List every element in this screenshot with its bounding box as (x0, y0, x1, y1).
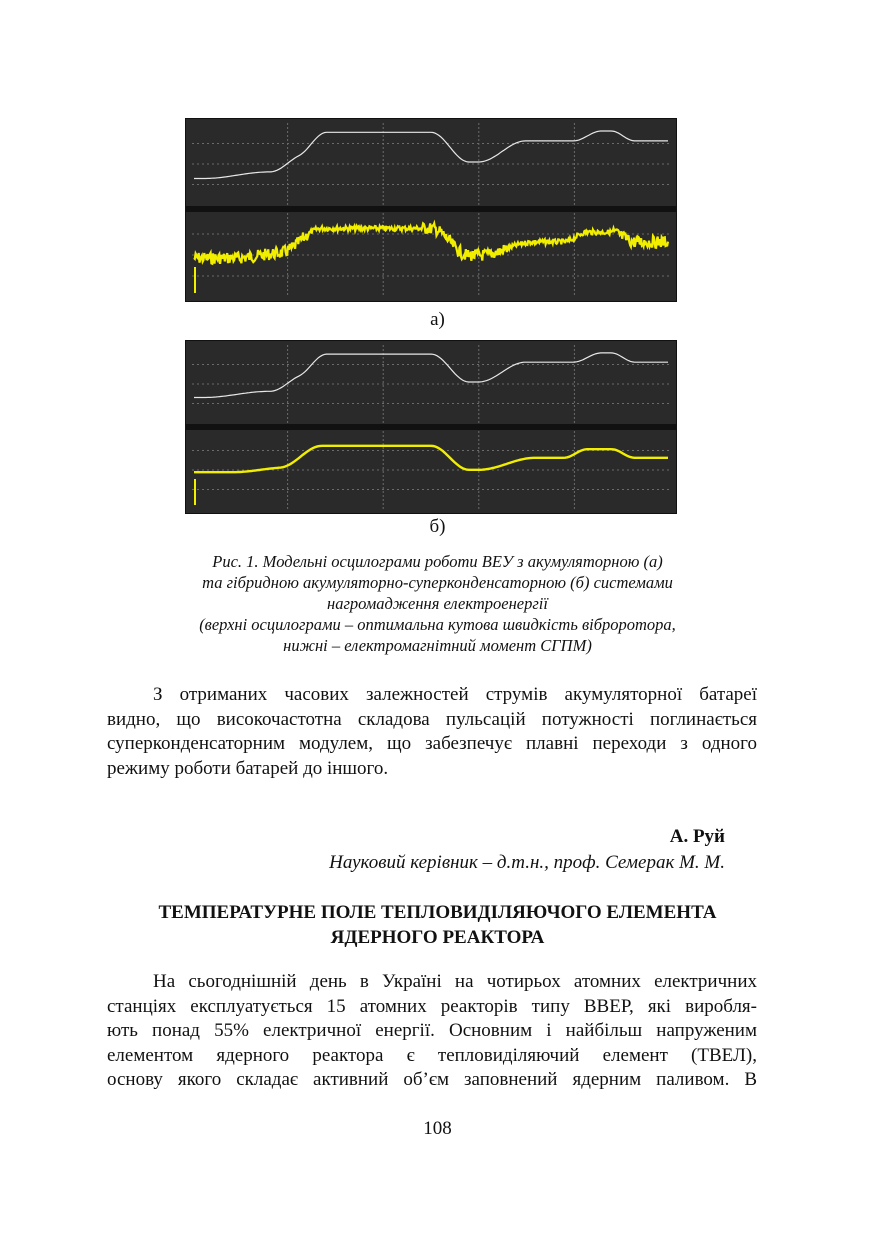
paragraph-conclusion (107, 683, 757, 781)
article-title (0, 900, 875, 950)
text-line: елементом ядерного реактора є тепловиділяючий елемент (ТВЕЛ), (107, 1044, 757, 1066)
page-number: 108 (423, 1118, 452, 1139)
text-line: основу якого складає активний об’єм заповнений ядерним паливом. В (107, 1069, 757, 1091)
oscillogram-a-plot (186, 119, 676, 301)
text-line: З отриманих часових залежностей струмів акумуляторної батареї (153, 684, 757, 705)
caption-line: та гібридною акумуляторно-суперконденсаторною (б) системами (202, 573, 673, 592)
caption-line: (верхні осцилограми – оптимальна кутова швидкість віброротора, (199, 615, 676, 634)
figure-label-b: б) (429, 516, 446, 537)
oscillogram-b-plot (186, 341, 676, 513)
oscillogram-b (185, 340, 677, 514)
figure-caption (120, 551, 755, 656)
caption-line: нижні – електромагнітний момент СГПМ) (283, 636, 592, 655)
paragraph-intro (107, 970, 757, 1093)
scientific-advisor: Науковий керівник – д.т.н., проф. Семерак М. М. (329, 852, 725, 873)
oscillogram-a (185, 118, 677, 302)
scope-divider (186, 424, 676, 430)
title-line: ТЕМПЕРАТУРНЕ ПОЛЕ ТЕПЛОВИДІЛЯЮЧОГО ЕЛЕМЕНТА (158, 902, 717, 923)
author-name: А. Руй (669, 826, 725, 847)
text-line: ють понад 55% електричної енергії. Основним і найбільш напруженим (107, 1020, 757, 1042)
text-line: режиму роботи батарей до іншого. (107, 757, 389, 779)
text-line: видно, що високочастотна складова пульсацій потужності поглинається (107, 708, 757, 730)
title-line: ЯДЕРНОГО РЕАКТОРА (330, 927, 545, 948)
scope-divider (186, 206, 676, 212)
text-line: станціях експлуатується 15 атомних реакторів типу ВВЕР, які виробля- (107, 995, 757, 1017)
caption-line: нагромадження електроенергії (327, 594, 548, 613)
figure-label-a: а) (430, 309, 445, 330)
text-line: суперконденсаторним модулем, що забезпечує плавні переходи з одного (107, 733, 757, 755)
text-line: На сьогоднішній день в Україні на чотирьох атомних електричних (153, 971, 757, 992)
caption-line: Рис. 1. Модельні осцилограми роботи ВЕУ з акумуляторною (а) (212, 552, 663, 571)
